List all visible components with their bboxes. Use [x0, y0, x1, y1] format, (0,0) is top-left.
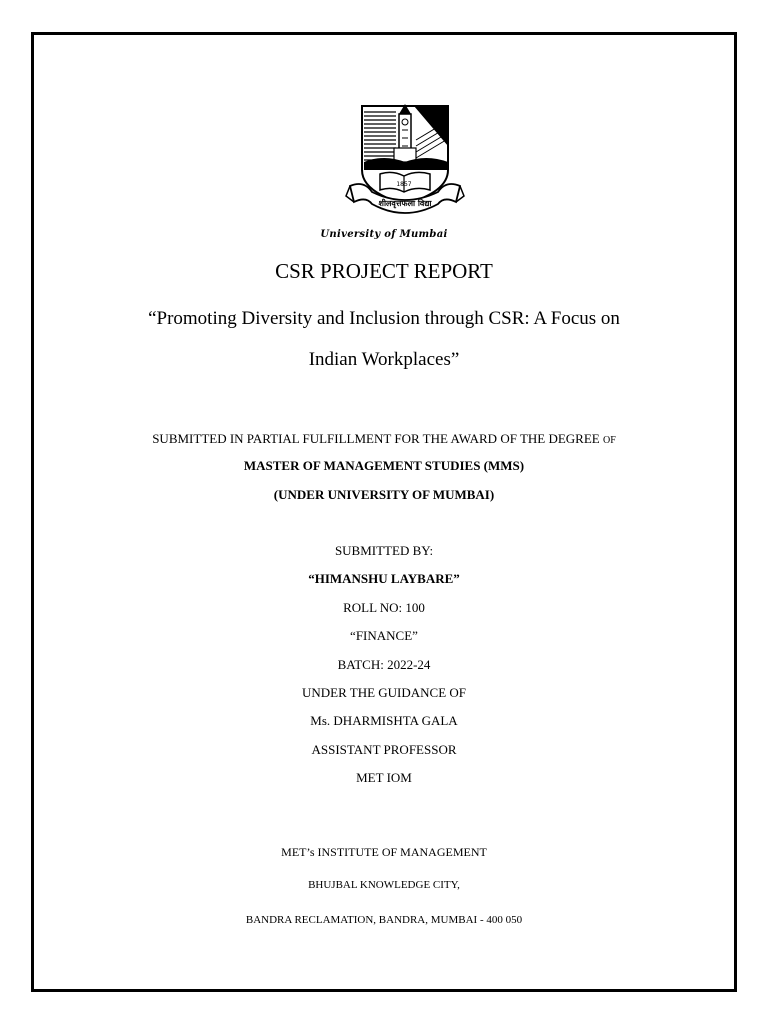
- institute-address-line1: BHUJBAL KNOWLEDGE CITY,: [308, 879, 460, 891]
- submission-statement: [0, 432, 768, 446]
- seal-motto: शीलवृत्तफला विद्या: [378, 199, 432, 208]
- student-name: “HIMANSHU LAYBARE”: [308, 571, 460, 586]
- institute-address-line2: BANDRA RECLAMATION, BANDRA, MUMBAI - 400 050: [245, 914, 523, 926]
- specialization: “FINANCE”: [350, 628, 418, 643]
- university-name: University of Mumbai: [320, 229, 448, 240]
- submitted-by-heading: SUBMITTED BY:: [334, 543, 434, 558]
- svg-text:1857: 1857: [396, 181, 412, 188]
- topic-title-line1: “Promoting Diversity and Inclusion through CSR: A Focus on: [148, 308, 620, 329]
- roll-number: ROLL NO: 100: [343, 600, 425, 615]
- guide-name: Ms. DHARMISHTA GALA: [310, 713, 458, 728]
- batch: BATCH: 2022-24: [337, 657, 431, 672]
- institute-name: MET’s INSTITUTE OF MANAGEMENT: [281, 845, 487, 859]
- submission-statement-main: SUBMITTED IN PARTIAL FULFILLMENT FOR THE AWARD OF THE DEGREE: [152, 431, 600, 446]
- degree-university: (UNDER UNIVERSITY OF MUMBAI): [273, 487, 495, 502]
- guidance-heading: UNDER THE GUIDANCE OF: [301, 685, 467, 700]
- degree-name: MASTER OF MANAGEMENT STUDIES (MMS): [243, 458, 525, 473]
- university-seal-logo: [344, 100, 466, 228]
- report-title: CSR PROJECT REPORT: [275, 259, 493, 283]
- guide-institute: MET IOM: [356, 770, 412, 785]
- topic-title-line2: Indian Workplaces”: [308, 349, 460, 370]
- submission-statement-of: OF: [603, 435, 616, 446]
- guide-designation: ASSISTANT PROFESSOR: [311, 742, 457, 757]
